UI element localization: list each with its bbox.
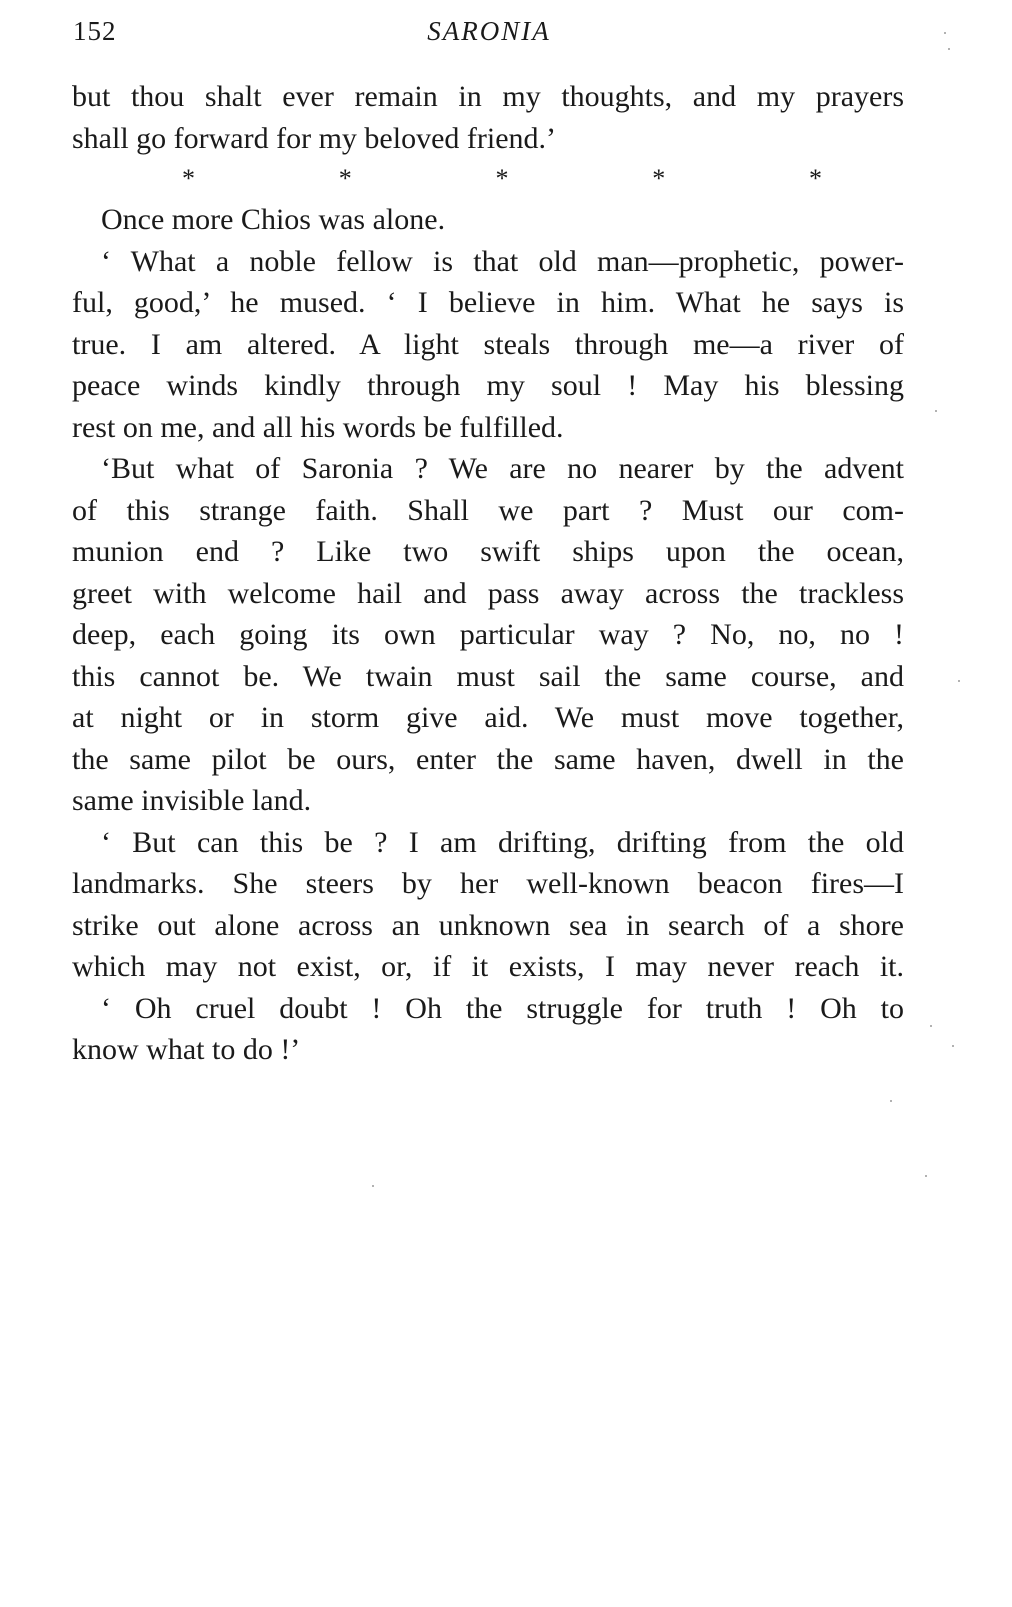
asterisk: * [495, 164, 509, 193]
running-head [73, 16, 905, 52]
text-line: ‘But what of Saronia ? We are no nearer by the advent [101, 452, 904, 485]
scan-speck [890, 1100, 892, 1102]
text-line: landmarks. She steers by her well-known beacon fires—I [72, 867, 904, 900]
text-line: rest on me, and all his words be fulfilled. [72, 410, 564, 444]
scan-speck [944, 32, 946, 34]
scan-speck [925, 1175, 927, 1177]
text-line: ‘ What a noble fellow is that old man—prophetic, power- [101, 244, 904, 278]
text-line: same invisible land. [72, 784, 312, 817]
text-line: shall go forward for my beloved friend.’ [72, 121, 557, 155]
page-number: 152 [73, 16, 117, 46]
text-line: the same pilot be ours, enter the same haven, dwell in the [72, 742, 904, 776]
text-line: ‘ But can this be ? I am drifting, drifting from the old [101, 825, 904, 859]
text-line: true. I am altered. A light steals through me—a river of [72, 327, 904, 361]
asterisk: * [652, 164, 666, 193]
text-line: at night or in storm give aid. We must move together, [72, 701, 904, 734]
scan-speck [372, 1185, 374, 1187]
scan-speck [958, 680, 960, 682]
running-title: SARONIA [427, 16, 551, 46]
text-line: strike out alone across an unknown sea in search of a shore [72, 908, 904, 942]
scan-speck [930, 1025, 932, 1027]
scan-speck [948, 48, 950, 50]
text-line: munion end ? Like two swift ships upon the ocean, [72, 535, 904, 568]
scan-speck [935, 410, 937, 412]
text-line: greet with welcome hail and pass away across the trackless [72, 576, 904, 610]
scan-speck [952, 1045, 954, 1047]
text-line: this cannot be. We twain must sail the same course, and [72, 659, 904, 693]
text-line: ful, good,’ he mused. ‘ I believe in him. What he says is [72, 286, 904, 319]
text-line: which may not exist, or, if it exists, I may never reach it. [72, 950, 904, 983]
text-line: know what to do !’ [72, 1033, 301, 1066]
asterisk: * [182, 164, 195, 193]
text-line: Once more Chios was alone. [101, 203, 446, 236]
section-break [182, 159, 822, 199]
text-line: peace winds kindly through my soul ! May his blessing [72, 369, 904, 402]
text-line: of this strange faith. Shall we part ? Must our com- [72, 493, 904, 527]
body-text [72, 76, 904, 1071]
text-line: deep, each going its own particular way ? No, no, no ! [72, 618, 904, 651]
asterisk: * [338, 164, 352, 193]
text-line: ‘ Oh cruel doubt ! Oh the struggle for truth ! Oh to [101, 991, 904, 1025]
asterisk: * [809, 164, 822, 193]
text-line: but thou shalt ever remain in my thoughts, and my prayers [72, 80, 904, 113]
